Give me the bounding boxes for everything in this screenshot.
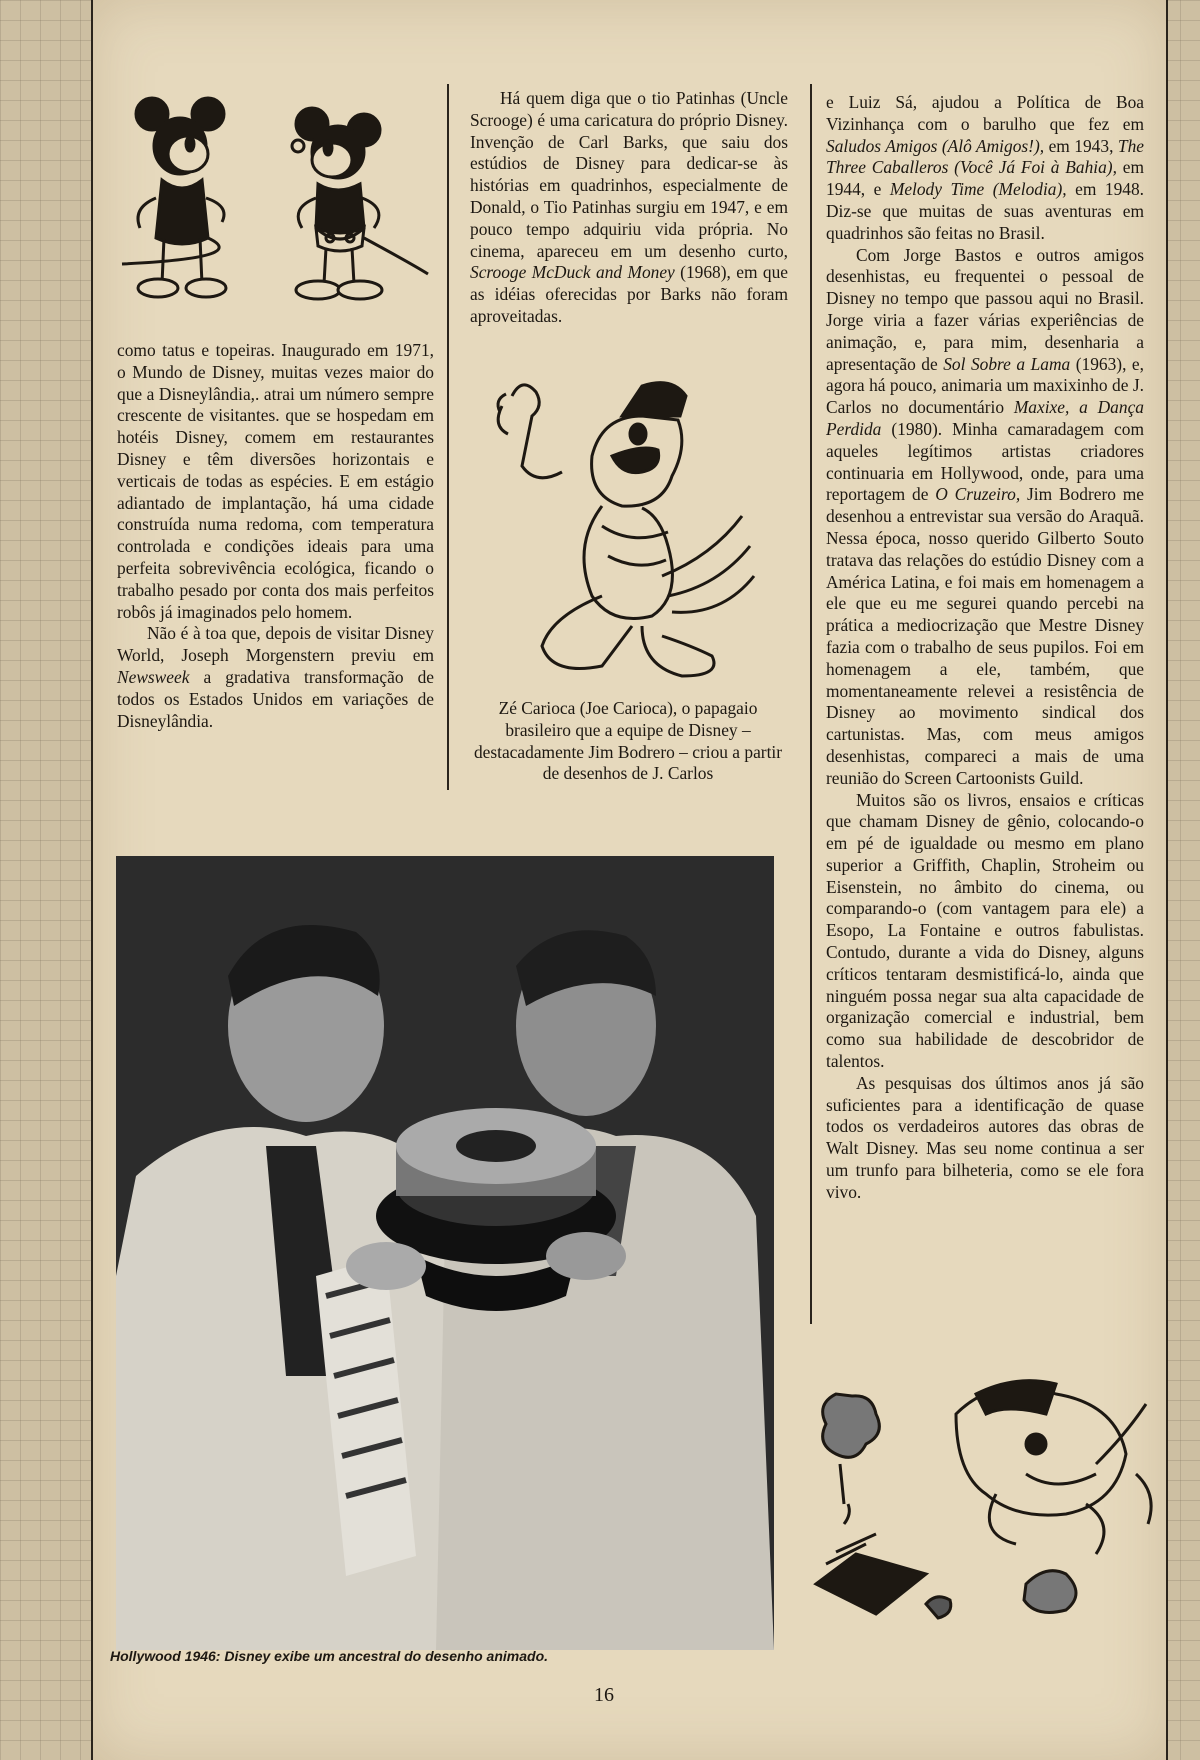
goofy-cartoon-drawing bbox=[796, 1374, 1166, 1634]
col1-p2-text-b: a gradativa transformação de todos os Estados Unidos em variações de Disneylândia. bbox=[117, 666, 434, 731]
col2-paragraph-1 bbox=[470, 88, 788, 328]
col3-paragraph-1 bbox=[826, 92, 1144, 245]
ze-carioca-drawing bbox=[492, 376, 762, 686]
col3-p1-c: em 1944, e bbox=[826, 157, 1144, 200]
col3-p2-a: Com Jorge Bastos e outros amigos desenhistas, eu frequentei o pessoal de Disney no tempo que passou aqui no Brasil. Jorge viria a fazer várias experiências de animação, e, para mim, desenharia a apresentação de bbox=[826, 244, 1144, 374]
col1-paragraph-2 bbox=[117, 623, 434, 732]
col3-p1-film-2: The Three Caballeros (Você Já Foi à Bahia), bbox=[826, 135, 1144, 178]
column-rule-1 bbox=[447, 84, 449, 790]
page-number: 16 bbox=[594, 1684, 614, 1706]
column-3-text bbox=[826, 92, 1144, 1204]
col1-p2-text-a: Não é à toa que, depois de visitar Disney World, Joseph Morgenstern previu em bbox=[117, 623, 434, 666]
column-2-text bbox=[470, 88, 788, 328]
right-margin-rule bbox=[1166, 0, 1168, 1760]
col3-p1-b: em 1943, bbox=[1044, 135, 1118, 156]
col3-p2-magazine: O Cruzeiro, bbox=[935, 484, 1021, 505]
left-margin-rule bbox=[91, 0, 93, 1760]
column-1-text bbox=[117, 340, 434, 732]
col2-p1-text-a: Há quem diga que o tio Patinhas (Uncle Scrooge) é uma caricatura do próprio Disney. Invenção de Carl Barks, que saiu dos estúdios de Disney para dedicar-se às histórias em quadrinhos, especialmente de Donald, o Tio Patinhas surgiu em 1947, e em pouco tempo adquiriu vida própria. No cinema, apareceu em um desenho curto, bbox=[470, 88, 788, 261]
hollywood-1946-photo bbox=[116, 856, 774, 1650]
col3-p2-film-1: Sol Sobre a Lama bbox=[943, 353, 1071, 374]
col3-p1-d: em 1948. Diz-se que muitas de suas aventuras em quadrinhos são feitas no Brasil. bbox=[826, 179, 1144, 243]
col3-paragraph-4: As pesquisas dos últimos anos já são suficientes para a identificação de quase todos os verdadeiros autores das obras de Walt Disney. Mas seu nome continua a ser um trunfo para bilheteria, como se ele fora vivo. bbox=[826, 1072, 1144, 1202]
col3-p1-film-3: Melody Time (Melodia), bbox=[889, 179, 1067, 200]
col1-paragraph-1: como tatus e topeiras. Inaugurado em 1971, o Mundo de Disney, muitas vezes maior do que a Disneylândia,. atrai um número sempre crescente de visitantes. que se hospedam em hotéis Disney, comem em restaurantes Disney e têm diversões horizontais e verticais de todas as espécies. E em estágio adiantado de implantação, há uma cidade construída numa redoma, com temperatura controlada e condições ideais para uma perfeita sobrevivência ecológica, ficando o trabalho pesado por conta dos mais perfeitos robôs já imaginados pelo homem. bbox=[117, 340, 434, 622]
col3-p2-d: Jim Bodrero me desenhou a entrevistar sua versão do Araquã. Nessa época, nosso querido Gilberto Souto tratava das relações do estúdio Disney com a América Latina, e foi mais em homenagem a ele que eu me segurei quando percebi na prática a mediocrização que Mestre Disney fazia com o trabalho de seus pupilos. Foi em homenagem a ele, também, que momentaneamente relevei a resistência de Disney ao movimento sindical dos cartunistas. Mas, com meus amigos desenhistas, compareci a mais de uma reunião do Screen Cartoonists Guild. bbox=[826, 484, 1145, 788]
col3-p1-a: e Luiz Sá, ajudou a Política de Boa Vizinhança com o barulho que fez em bbox=[826, 92, 1144, 134]
col1-p2-newsweek: Newsweek bbox=[117, 666, 190, 687]
col3-p2-b: (1963), e, agora há pouco, animaria um maxixinho de J. Carlos no documentário bbox=[826, 353, 1144, 418]
photo-illustration bbox=[116, 856, 774, 1650]
ze-carioca-caption: Zé Carioca (Joe Carioca), o papagaio brasileiro que a equipe de Disney – destacadamente Jim Bodrero – criou a partir de desenhos de J. Carlos bbox=[473, 698, 783, 784]
col3-paragraph-3: Muitos são os livros, ensaios e críticas que chamam Disney de gênio, colocando-o em pé de igualdade ou mesmo em plano superior a Griffith, Chaplin, Stroheim ou Eisenstein, no âmbito do cinema, ou comparando-o (com vantagem para ele) a Esopo, La Fontaine e outros fabulistas. Contudo, durante a vida do Disney, alguns críticos tentaram desmistificá-lo, ainda que ninguém possa negar sua alta capacidade de organização comercial e industrial, bem como sua habilidade de descobridor de talentos. bbox=[826, 789, 1144, 1072]
mickey-mouse-drawings bbox=[112, 88, 432, 318]
col3-paragraph-2 bbox=[826, 245, 1144, 790]
col2-p1-text-b: (1968), em que as idéias oferecidas por Barks não foram aproveitadas. bbox=[470, 262, 788, 326]
col2-p1-title: Scrooge McDuck and Money bbox=[470, 262, 675, 283]
col3-p2-c: (1980). Minha camaradagem com aqueles legítimos artistas criadores continuaria em Hollywood, onde, para uma reportagem de bbox=[826, 418, 1144, 505]
col3-p1-film-1: Saludos Amigos (Alô Amigos!), bbox=[826, 135, 1045, 156]
col3-p2-film-2: Maxixe, a Dança Perdida bbox=[826, 397, 1144, 439]
photo-caption: Hollywood 1946: Disney exibe um ancestral do desenho animado. bbox=[110, 1648, 549, 1664]
column-rule-2 bbox=[810, 84, 812, 1324]
